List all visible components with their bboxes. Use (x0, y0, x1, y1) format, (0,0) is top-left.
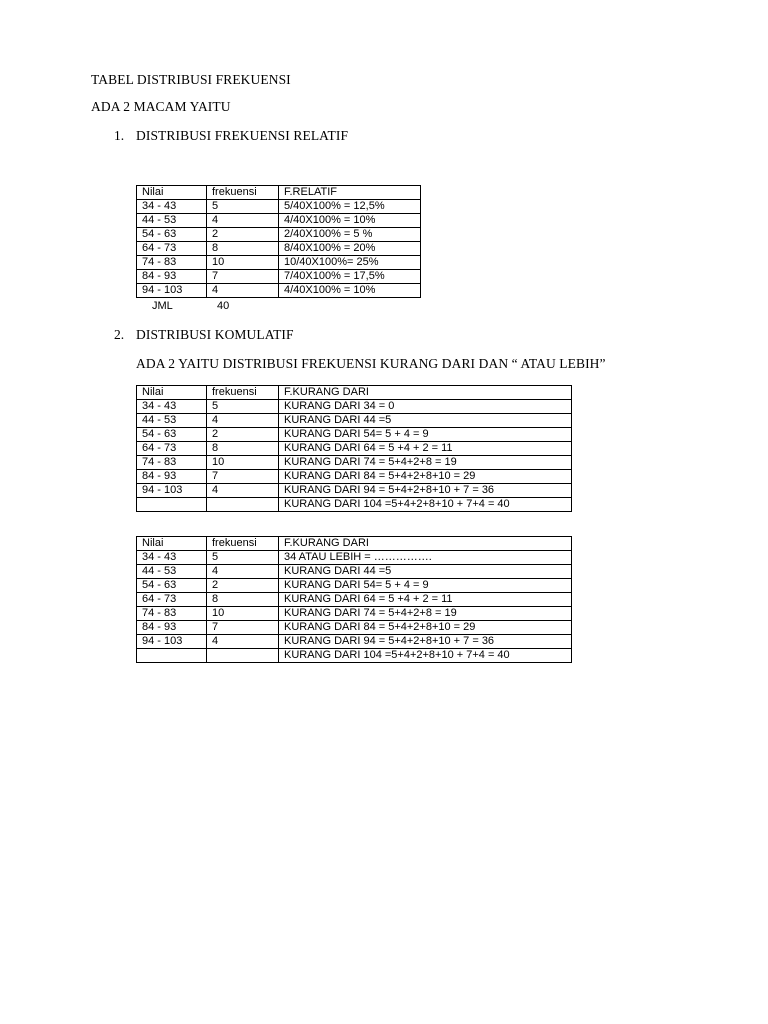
table-cell (137, 649, 207, 663)
table-cell: 84 - 93 (137, 270, 207, 284)
table-cell: 7 (207, 470, 279, 484)
document-subtitle: ADA 2 MACAM YAITU (91, 99, 231, 114)
table-row (137, 200, 421, 214)
relative-frequency-table (136, 185, 421, 298)
table-row (137, 428, 572, 442)
table-cell: KURANG DARI 44 =5 (279, 414, 572, 428)
table-row (137, 256, 421, 270)
table-cell: KURANG DARI 64 = 5 +4 + 2 = 11 (279, 442, 572, 456)
table-cell: 10 (207, 456, 279, 470)
section-2-heading: DISTRIBUSI KOMULATIF (136, 327, 294, 342)
table-row (137, 414, 572, 428)
table-cell: 74 - 83 (137, 607, 207, 621)
table-cell (137, 498, 207, 512)
table-cell: 5 (207, 200, 279, 214)
table-cell (207, 649, 279, 663)
table-cell: 4 (207, 635, 279, 649)
table-cell: KURANG DARI 74 = 5+4+2+8 = 19 (279, 456, 572, 470)
table-cell: 34 - 43 (137, 551, 207, 565)
table-cell: 8 (207, 242, 279, 256)
table-row (137, 400, 572, 414)
table-row (137, 456, 572, 470)
table-cell: 8 (207, 593, 279, 607)
table-cell: 74 - 83 (137, 456, 207, 470)
table-cell: 7 (207, 270, 279, 284)
table-row (137, 498, 572, 512)
table-row (137, 635, 572, 649)
table-cell: 4 (207, 414, 279, 428)
table-cell: KURANG DARI 74 = 5+4+2+8 = 19 (279, 607, 572, 621)
table-cell: 8 (207, 442, 279, 456)
table-cell: 2 (207, 579, 279, 593)
table-header-cell: F.RELATIF (279, 186, 421, 200)
table-cell: KURANG DARI 84 = 5+4+2+8+10 = 29 (279, 621, 572, 635)
table-cell: 64 - 73 (137, 442, 207, 456)
table-row (137, 284, 421, 298)
table-cell: KURANG DARI 34 = 0 (279, 400, 572, 414)
table-header-cell: frekuensi (207, 537, 279, 551)
table-row (137, 579, 572, 593)
table-cell: 84 - 93 (137, 470, 207, 484)
table-cell: 2 (207, 428, 279, 442)
table-cell: 34 - 43 (137, 400, 207, 414)
table-cell: KURANG DARI 44 =5 (279, 565, 572, 579)
table-cell: KURANG DARI 84 = 5+4+2+8+10 = 29 (279, 470, 572, 484)
table-cell: KURANG DARI 54= 5 + 4 = 9 (279, 428, 572, 442)
table-cell: 2 (207, 228, 279, 242)
table-cell: 34 - 43 (137, 200, 207, 214)
table-cell: 54 - 63 (137, 579, 207, 593)
table-header-row (137, 186, 421, 200)
table-row (137, 607, 572, 621)
table-cell: 94 - 103 (137, 635, 207, 649)
table-cell: KURANG DARI 104 =5+4+2+8+10 + 7+4 = 40 (279, 649, 572, 663)
table-row (137, 228, 421, 242)
table-header-cell: Nilai (137, 186, 207, 200)
table-header-cell: F.KURANG DARI (279, 386, 572, 400)
table-cell: 5 (207, 400, 279, 414)
table-header-cell: frekuensi (207, 186, 279, 200)
table-row (137, 565, 572, 579)
table-cell: 74 - 83 (137, 256, 207, 270)
table-row (137, 270, 421, 284)
table-cell: 8/40X100% = 20% (279, 242, 421, 256)
table-cell: 94 - 103 (137, 284, 207, 298)
table-header-cell: F.KURANG DARI (279, 537, 572, 551)
table-cell: 54 - 63 (137, 428, 207, 442)
total-value: 40 (217, 300, 230, 312)
section-2-number: 2. (114, 327, 125, 342)
table-cell: 4 (207, 484, 279, 498)
table-header-row (137, 537, 572, 551)
table-row (137, 621, 572, 635)
table-header-row (137, 386, 572, 400)
table-row (137, 470, 572, 484)
table-cell: 10 (207, 256, 279, 270)
or-more-cumulative-table (136, 536, 572, 663)
table-cell: 64 - 73 (137, 242, 207, 256)
document-title: TABEL DISTRIBUSI FREKUENSI (91, 72, 291, 87)
table-header-cell: frekuensi (207, 386, 279, 400)
table-cell (207, 498, 279, 512)
section-1-number: 1. (114, 128, 125, 143)
table-cell: 94 - 103 (137, 484, 207, 498)
table-header-cell: Nilai (137, 386, 207, 400)
total-label: JML (152, 300, 173, 312)
table-cell: 7/40X100% = 17,5% (279, 270, 421, 284)
table-cell: 4 (207, 214, 279, 228)
table-cell: KURANG DARI 94 = 5+4+2+8+10 + 7 = 36 (279, 635, 572, 649)
table-cell: 4 (207, 284, 279, 298)
table-row (137, 593, 572, 607)
table-cell: 2/40X100% = 5 % (279, 228, 421, 242)
section-2-description: ADA 2 YAITU DISTRIBUSI FREKUENSI KURANG DARI DAN “ ATAU LEBIH” (136, 356, 606, 371)
table-cell: 64 - 73 (137, 593, 207, 607)
less-than-cumulative-table (136, 385, 572, 512)
table-cell: 10/40X100%= 25% (279, 256, 421, 270)
table-row (137, 214, 421, 228)
table-cell: 5/40X100% = 12,5% (279, 200, 421, 214)
table-row (137, 551, 572, 565)
table-cell: KURANG DARI 54= 5 + 4 = 9 (279, 579, 572, 593)
table-header-cell: Nilai (137, 537, 207, 551)
table-cell: 44 - 53 (137, 565, 207, 579)
table-cell: KURANG DARI 64 = 5 +4 + 2 = 11 (279, 593, 572, 607)
table-cell: 34 ATAU LEBIH = ……………. (279, 551, 572, 565)
table-row (137, 484, 572, 498)
table-cell: 44 - 53 (137, 414, 207, 428)
table-row (137, 242, 421, 256)
table-cell: 10 (207, 607, 279, 621)
section-1-heading: DISTRIBUSI FREKUENSI RELATIF (136, 128, 349, 143)
table-cell: 84 - 93 (137, 621, 207, 635)
table-cell: 4/40X100% = 10% (279, 214, 421, 228)
table-cell: KURANG DARI 94 = 5+4+2+8+10 + 7 = 36 (279, 484, 572, 498)
table-cell: KURANG DARI 104 =5+4+2+8+10 + 7+4 = 40 (279, 498, 572, 512)
table-cell: 7 (207, 621, 279, 635)
table-row (137, 649, 572, 663)
table-row (137, 442, 572, 456)
table-cell: 4/40X100% = 10% (279, 284, 421, 298)
table-cell: 54 - 63 (137, 228, 207, 242)
table-cell: 44 - 53 (137, 214, 207, 228)
table-cell: 5 (207, 551, 279, 565)
table-cell: 4 (207, 565, 279, 579)
